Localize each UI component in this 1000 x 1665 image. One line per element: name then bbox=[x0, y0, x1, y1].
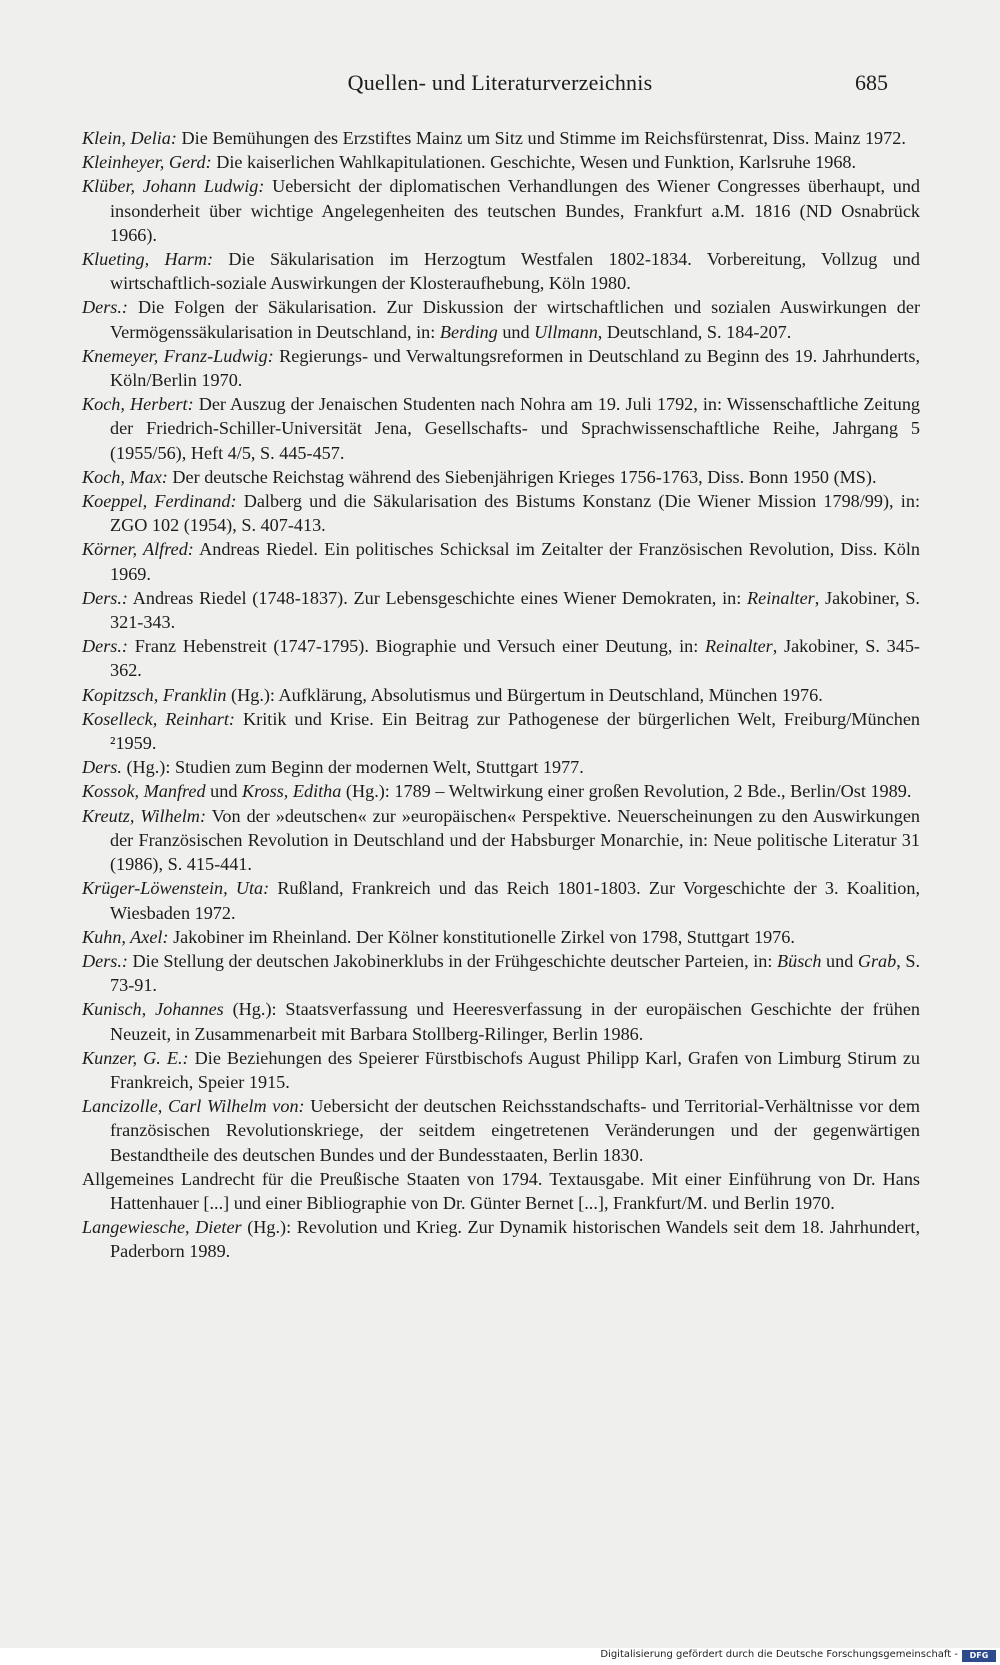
entry-author: Berding bbox=[439, 321, 498, 342]
dfg-logo: DFG bbox=[962, 1650, 996, 1662]
entry-text: Die Bemühungen des Erzstiftes Mainz um Sitz und Stimme im Reichsfürstenrat, Diss. Mainz 1972. bbox=[176, 128, 906, 148]
entry-author: Koch, Herbert: bbox=[82, 394, 194, 415]
entry-text: Der Auszug der Jenaischen Studenten nach Nohra am 19. Juli 1792, in: Wissenschaftliche Zeitung der Friedrich-Schiller-Universität Jena, Gesellschafts- und Sprachwissenschaftliche Reihe, Jahrgang 5 (1955/56), Heft 4/5, S. 445-457. bbox=[110, 394, 921, 463]
bibliography-entry bbox=[82, 537, 920, 585]
entry-author: Kuhn, Axel: bbox=[82, 926, 169, 947]
entry-author: Klueting, Harm: bbox=[82, 249, 214, 270]
entry-author: Kopitzsch, Franklin bbox=[82, 684, 227, 705]
entry-author: Krüger-Löwenstein, Uta: bbox=[82, 878, 270, 899]
bibliography-entry bbox=[82, 949, 920, 997]
bibliography-entry bbox=[82, 1215, 920, 1263]
entry-text: (Hg.): Studien zum Beginn der modernen Welt, Stuttgart 1977. bbox=[121, 757, 584, 778]
entry-text: , Deutschland, S. 184-207. bbox=[597, 321, 792, 342]
entry-text: Die kaiserlichen Wahlkapitulationen. Geschichte, Wesen und Funktion, Karlsruhe 1968. bbox=[211, 152, 857, 173]
entry-author: Ders.: bbox=[82, 950, 128, 971]
entry-author: Reinalter bbox=[705, 636, 773, 657]
entry-author: Grab bbox=[857, 950, 897, 971]
entry-author: Ders.: bbox=[82, 636, 128, 657]
entry-author: Kross, Editha bbox=[241, 781, 342, 802]
entry-text: Die Säkularisation im Herzogtum Westfalen 1802-1834. Vorbereitung, Vollzug und wirtschaftlich-soziale Auswirkungen der Klosteraufhebung, Köln 1980. bbox=[110, 249, 920, 294]
bibliography-entry bbox=[82, 126, 920, 150]
bibliography-entry bbox=[82, 804, 920, 877]
entry-text: , Jakobiner, S. 345-362. bbox=[110, 636, 920, 681]
entry-author: Kleinheyer, Gerd: bbox=[82, 152, 212, 173]
entry-author: Koselleck, Reinhart: bbox=[82, 708, 235, 729]
bibliography-entry bbox=[82, 634, 920, 682]
bibliography-entry bbox=[82, 174, 920, 247]
bibliography-entry bbox=[82, 247, 920, 295]
entry-text: Franz Hebenstreit (1747-1795). Biographie und Versuch einer Deutung, in: bbox=[127, 636, 706, 657]
bibliography-entry bbox=[82, 755, 920, 779]
entry-text: Von der »deutschen« zur »europäischen« Perspektive. Neuerscheinungen zu den Auswirkungen der Französischen Revolution in Deutschland und der Habsburger Monarchie, in: Neue politische Literatur 31 (1986), S. 415-441. bbox=[110, 805, 920, 875]
bibliography-entry bbox=[82, 150, 920, 174]
bibliography-entry bbox=[82, 586, 920, 634]
entry-text: und bbox=[821, 950, 858, 971]
entry-text: Die Stellung der deutschen Jakobinerklubs in der Frühgeschichte deutscher Parteien, in: bbox=[127, 950, 777, 971]
bibliography-entry bbox=[82, 1094, 920, 1167]
entry-text: Der deutsche Reichstag während des Siebenjährigen Krieges 1756-1763, Diss. Bonn 1950 (MS). bbox=[167, 466, 877, 487]
entry-text: Kritik und Krise. Ein Beitrag zur Pathogenese der bürgerlichen Welt, Freiburg/München ²1959. bbox=[110, 708, 921, 754]
bibliography-entry bbox=[82, 779, 920, 803]
entry-text: Uebersicht der deutschen Reichsstandschafts- und Territorial-Verhältnisse vor dem französischen Revolutionskriege, der seitdem eingetretenen Veränderungen und der gegenwärtigen Bestandtheile des deutschen Bundes und der Bundesstaaten, Berlin 1830. bbox=[110, 1096, 920, 1165]
entry-author: Langewiesche, Dieter bbox=[82, 1217, 242, 1238]
entry-author: Klüber, Johann Ludwig: bbox=[82, 176, 265, 197]
entry-author: Kossok, Manfred bbox=[82, 781, 206, 802]
entry-text: Jakobiner im Rheinland. Der Kölner konstitutionelle Zirkel von 1798, Stuttgart 1976. bbox=[168, 926, 795, 947]
entry-author: Ullmann bbox=[534, 321, 598, 342]
entry-text: Dalberg und die Säkularisation des Bistums Konstanz (Die Wiener Mission 1798/99), in: ZGO 102 (1954), S. 407-413. bbox=[110, 491, 920, 536]
footer-credit: Digitalisierung gefördert durch die Deutsche Forschungsgemeinschaft - bbox=[600, 1649, 958, 1660]
entry-author: Kunzer, G. E.: bbox=[82, 1047, 189, 1068]
bibliography-entry bbox=[82, 925, 920, 949]
bibliography-list bbox=[82, 126, 920, 1264]
entry-author: Ders.: bbox=[82, 297, 128, 318]
entry-text: Die Beziehungen des Speierer Fürstbischofs August Philipp Karl, Grafen von Limburg Stirum zu Frankreich, Speier 1915. bbox=[110, 1047, 920, 1092]
digitization-footer bbox=[0, 1648, 1000, 1665]
entry-text: Allgemeines Landrecht für die Preußische Staaten von 1794. Textausgabe. Mit einer Einführung von Dr. Hans Hattenhauer [...] und einer Bibliographie von Dr. Günter Bernet [...], Frankfurt/M. und Berlin 1970. bbox=[82, 1168, 920, 1213]
bibliography-entry bbox=[82, 465, 920, 489]
bibliography-entry bbox=[82, 683, 920, 707]
entry-text: Uebersicht der diplomatischen Verhandlungen des Wiener Congresses überhaupt, und insonderheit über wichtige Angelegenheiten des teutschen Bundes, Frankfurt a.M. 1816 (ND Osnabrück 1966). bbox=[110, 176, 921, 245]
entry-author: Klein, Delia: bbox=[82, 128, 177, 148]
entry-author: Knemeyer, Franz-Ludwig: bbox=[82, 345, 274, 366]
running-header-title: Quellen- und Literaturverzeichnis bbox=[347, 70, 653, 95]
bibliography-entry bbox=[82, 876, 920, 924]
entry-author: Kreutz, Wilhelm: bbox=[82, 805, 206, 826]
entry-author: Ders. bbox=[82, 757, 122, 778]
entry-author: Koch, Max: bbox=[82, 466, 168, 487]
entry-author: Koeppel, Ferdinand: bbox=[82, 491, 237, 512]
entry-author: Ders.: bbox=[82, 587, 128, 608]
entry-text: (Hg.): Aufklärung, Absolutismus und Bürgertum in Deutschland, München 1976. bbox=[226, 684, 823, 705]
entry-author: Kunisch, Johannes bbox=[82, 999, 224, 1020]
entry-text: und bbox=[205, 781, 242, 802]
bibliography-entry bbox=[82, 344, 920, 392]
entry-text: (Hg.): 1789 – Weltwirkung einer großen Revolution, 2 Bde., Berlin/Ost 1989. bbox=[341, 781, 912, 802]
entry-text: , S. 73-91. bbox=[110, 950, 920, 996]
bibliography-entry bbox=[82, 295, 920, 343]
entry-author: Körner, Alfred: bbox=[82, 539, 194, 560]
entry-text: Regierungs- und Verwaltungsreformen in Deutschland zu Beginn des 19. Jahrhunderts, Köln/Berlin 1970. bbox=[110, 345, 920, 391]
bibliography-entry bbox=[82, 707, 920, 755]
entry-author: Büsch bbox=[777, 950, 822, 971]
bibliography-entry bbox=[82, 1167, 920, 1215]
entry-text: Andreas Riedel. Ein politisches Schicksal im Zeitalter der Französischen Revolution, Diss. Köln 1969. bbox=[110, 539, 920, 584]
entry-author: Lancizolle, Carl Wilhelm von: bbox=[82, 1096, 305, 1117]
entry-text: Die Folgen der Säkularisation. Zur Diskussion der wirtschaftlichen und sozialen Auswirkungen der Vermögenssäkularisation in Deutschland, in: bbox=[110, 297, 920, 342]
entry-author: Reinalter bbox=[747, 587, 815, 608]
bibliography-entry bbox=[82, 997, 920, 1045]
entry-text: (Hg.): Revolution und Krieg. Zur Dynamik historischen Wandels seit dem 18. Jahrhundert, Paderborn 1989. bbox=[110, 1217, 920, 1262]
bibliography-entry bbox=[82, 489, 920, 537]
entry-text: , Jakobiner, S. 321-343. bbox=[110, 587, 920, 633]
bibliography-entry bbox=[82, 392, 920, 465]
bibliography-entry bbox=[82, 1046, 920, 1094]
entry-text: (Hg.): Staatsverfassung und Heeresverfassung in der europäischen Geschichte der frühen Neuzeit, in Zusammenarbeit mit Barbara Stollberg-Rilinger, Berlin 1986. bbox=[110, 999, 920, 1044]
page-number: 685 bbox=[855, 70, 888, 95]
entry-text: und bbox=[497, 321, 535, 342]
entry-text: Rußland, Frankreich und das Reich 1801-1803. Zur Vorgeschichte der 3. Koalition, Wiesbaden 1972. bbox=[110, 878, 921, 923]
entry-text: Andreas Riedel (1748-1837). Zur Lebensgeschichte eines Wiener Demokraten, in: bbox=[127, 587, 748, 608]
